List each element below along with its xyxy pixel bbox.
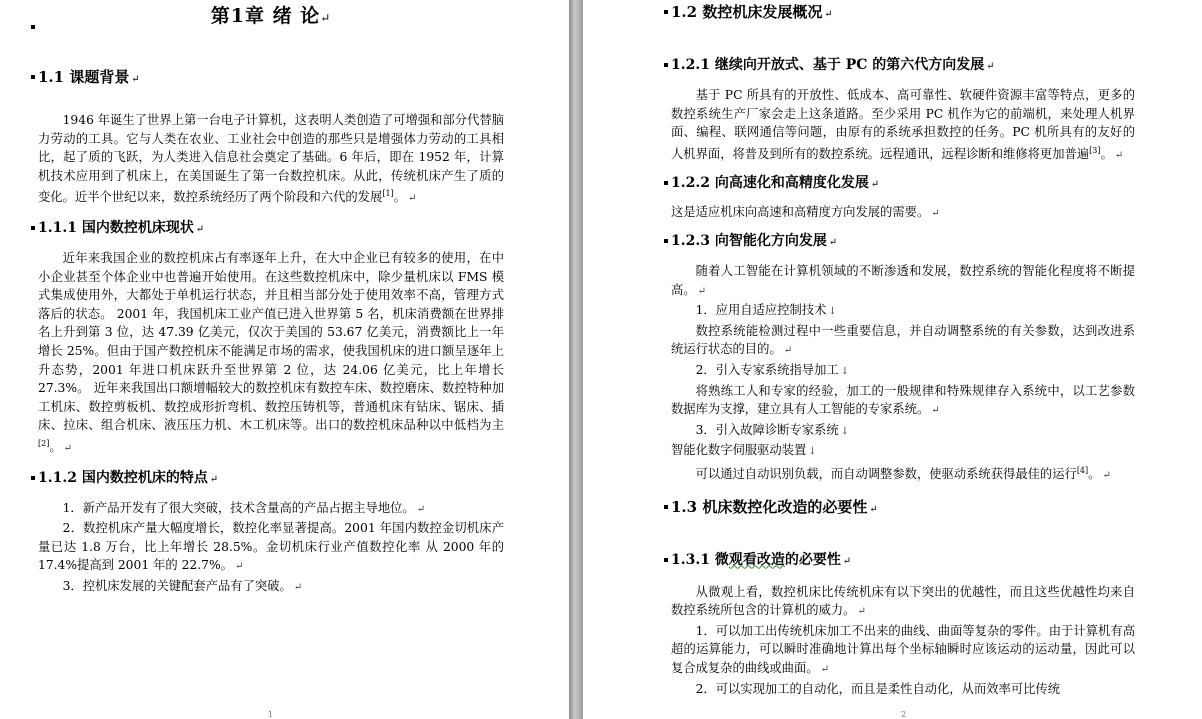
list-item — [38, 499, 504, 520]
paragraph-end: 。 — [1088, 467, 1101, 482]
bullet-mark — [664, 505, 668, 509]
chapter-title — [38, 4, 504, 32]
heading-1-2-3 — [671, 230, 1135, 254]
bullet-mark — [664, 239, 668, 243]
bullet-mark — [664, 63, 668, 67]
heading-text: 1.2.3 向智能化方向发展 — [671, 233, 827, 250]
list-item-text: 2．数控机床产量大幅度增长，数控化率显著提高。2001 年国内数控金切机床产量已达 1.8 万台，比上年增长 28.5%。金切机床行业产值数控化率 从 2000 年的 17.4%提高到 2001 年的 22.7%。 — [38, 521, 504, 573]
bullet-mark — [664, 10, 668, 14]
bullet-mark — [664, 558, 668, 562]
document-page-left — [0, 0, 569, 719]
return-mark-icon: ↓ — [808, 446, 817, 458]
return-mark-icon: ↓ — [840, 366, 850, 378]
list-item-detail — [671, 382, 1135, 421]
return-mark-icon: ↵ — [931, 208, 940, 220]
paragraph-text: 从微观上看，数控机床比传统机床有以下突出的优越性，而且这些优越性均来自数控系统所包含的计算机的威力。 — [671, 584, 1135, 618]
heading-text: 1.2.2 向高速化和高精度化发展 — [671, 175, 869, 192]
return-mark-icon: ↵ — [234, 561, 244, 573]
heading-1-1 — [38, 66, 504, 91]
return-mark-icon: ↵ — [820, 664, 829, 676]
return-mark-icon: ↵ — [931, 405, 940, 417]
paragraph-text: 基于 PC 所具有的开放性、低成本、高可靠性、软硬件资源丰富等特点，更多的数控系统生产厂家会走上这条道路。至少采用 PC 机作为它的前端机，来处理人机界面、编程、联网通信等问题，由原有的系统承担数控的任务。PC 机所具有的友好的人机界面，将普及到所有的数控系统。远程通讯，远程诊断和维修将更加普遍 — [671, 88, 1135, 161]
heading-text: 1.3.1 微 — [671, 551, 729, 568]
paragraph-1-1 — [38, 111, 504, 209]
list-item — [671, 361, 1135, 382]
page-number: 1 — [268, 710, 274, 719]
heading-text: 1.1 课题背景 — [38, 68, 130, 86]
heading-1-1-1 — [38, 217, 504, 241]
return-mark-icon: ↵ — [320, 11, 332, 25]
heading-text: 1.1.2 国内数控机床的特点 — [38, 469, 208, 486]
page-left-content — [38, 0, 504, 598]
heading-1-2-2 — [671, 172, 1135, 196]
paragraph-drive — [671, 462, 1135, 486]
list-item-text: 2．引入专家系统指导加工 — [695, 363, 839, 378]
list-item-text: 1．应用自适应控制技术 — [695, 303, 827, 318]
heading-1-2 — [671, 1, 1135, 26]
citation: [1] — [382, 189, 394, 199]
paragraph-1-2-3 — [671, 262, 1135, 301]
return-mark-icon: ↵ — [63, 443, 73, 455]
heading-1-1-2 — [38, 467, 504, 491]
heading-text: 1.3 机床数控化改造的必要性 — [671, 497, 868, 516]
paragraph-end: 。 — [393, 190, 406, 205]
return-mark-icon: ↵ — [869, 503, 878, 515]
page-separator — [569, 0, 583, 719]
heading-1-2-1 — [671, 54, 1135, 78]
list-item — [38, 577, 504, 598]
paragraph-text: 这是适应机床向高速和高精度方向发展的需要。 — [671, 205, 930, 220]
citation: [3] — [1089, 145, 1101, 155]
chapter-title-text: 第1章 绪 论 — [210, 5, 321, 27]
list-item — [671, 421, 1135, 442]
list-item-text: 3．控机床发展的关键配套产品有了突破。 — [62, 579, 292, 594]
return-mark-icon: ↵ — [195, 224, 205, 236]
return-mark-icon: ↵ — [209, 473, 219, 485]
list-item — [671, 680, 1135, 699]
return-mark-icon: ↵ — [131, 74, 140, 85]
paragraph-mark — [31, 25, 35, 29]
bullet-mark — [31, 75, 35, 79]
heading-text: 1.2 数控机床发展概况 — [671, 3, 823, 21]
heading-text: 1.1.1 国内数控机床现状 — [38, 220, 194, 237]
page-right-content — [671, 0, 1135, 698]
paragraph-text: 近年来我国企业的数控机床占有率逐年上升，在大中企业已有较多的使用，在中小企业甚至个体企业中也普遍开始使用。在这些数控机床中，除少量机床以 FMS 模式集成使用外，大都处于单机运行状态，并且相当部分处于使用效率不高，管理方式落后的状态。 2001 年，我国机床工业产值已进入世界第 5 名，机床消费额在世界排名上升到第 3 位，达 47.39 亿美元，仅次于美国的 53.67 亿美元，消费额比上一年增长 25%。但由于国产数控机床不能满足市场的需求，使我国机床的进口额呈逐年上升态势，2001 年进口机床跃升至世界第 2 位，达 24.06 亿美元，比上年增长 27.3%。 近年来我国出口额增幅较大的数控机床有数控车床、数控磨床、数控特种加工机床、数控剪板机、数控成形折弯机、数控压铸机等，普通机床有钻床、锯床、插床、拉床、组合机床、液压压力机、木工机床等。出口的数控机床品种以中低档为主 — [38, 251, 504, 433]
paragraph-1-2-2 — [671, 203, 1135, 224]
return-mark-icon: ↵ — [842, 555, 852, 567]
document-page-right — [583, 0, 1202, 719]
grammar-flag: 观看改造 — [728, 551, 785, 568]
bullet-mark — [664, 181, 668, 185]
return-mark-icon: ↵ — [293, 582, 303, 594]
paragraph-text: 数控系统能检测过程中一些重要信息，并自动调整系统的有关参数，达到改进系统运行状态的目的。 — [671, 323, 1135, 357]
heading-text: 的必要性 — [784, 551, 841, 568]
list-item-detail — [671, 322, 1135, 361]
list-item — [671, 301, 1135, 322]
return-mark-icon: ↵ — [986, 61, 995, 72]
return-mark-icon: ↓ — [840, 425, 850, 437]
heading-text: 1.2.1 继续向开放式、基于 PC 的第六代方向发展 — [671, 57, 985, 73]
return-mark-icon: ↵ — [828, 237, 838, 249]
return-mark-icon: ↓ — [828, 306, 837, 318]
return-mark-icon: ↵ — [783, 345, 793, 357]
paragraph-end: 。 — [49, 440, 62, 455]
paragraph-text: 1946 年诞生了世界上第一台电子计算机，这表明人类创造了可增强和部分代替脑力劳动的工具。它与人类在农业、工业社会中创造的那些只是增强体力劳动的工具相比，起了质的飞跃，为人类进入信息社会奠定了基础。6 年后，即在 1952 年，计算机技术应用到了机床上，在美国诞生了第一台数控机床。从此，传统机床产生了质的变化。近半个世纪以来，数控系统经历了两个阶段和六代的发展 — [38, 113, 504, 205]
list-item-text: 1．可以加工出传统机床加工不出来的曲线、曲面等复杂的零件。由于计算机有高超的运算能力，可以瞬时准确地计算出每个坐标轴瞬时应该运动的运动量，因此可以复合成复杂的曲线或曲面。 — [671, 623, 1135, 676]
citation: [4] — [1076, 466, 1089, 475]
page-number: 2 — [901, 710, 907, 719]
return-mark-icon: ↵ — [1102, 470, 1111, 482]
return-mark-icon: ↵ — [697, 285, 706, 297]
list-item-text: 2．可以实现加工的自动化，而且是柔性自动化，从而效率可比传统 — [695, 681, 1061, 696]
citation: [2] — [38, 439, 50, 448]
heading-1-3-1 — [671, 549, 1135, 573]
list-item — [671, 622, 1135, 680]
paragraph-text: 随着人工智能在计算机领域的不断渗透和发展，数控系统的智能化程度将不断提高。 — [671, 264, 1135, 297]
return-mark-icon: ↵ — [1114, 149, 1124, 161]
sub-heading-line — [671, 441, 1135, 462]
return-mark-icon: ↵ — [416, 503, 426, 515]
return-mark-icon: ↵ — [407, 193, 417, 205]
paragraph-1-1-1 — [38, 249, 504, 459]
paragraph-1-3-1 — [671, 583, 1135, 622]
paragraph-end: 。 — [1100, 146, 1113, 161]
bullet-mark — [31, 226, 35, 230]
paragraph-text: 将熟练工人和专家的经验，加工的一般规律和特殊规律存入系统中，以工艺参数数据库为支撑，建立具有人工智能的专家系统。 — [671, 383, 1135, 417]
heading-1-3 — [671, 496, 1135, 521]
paragraph-1-2-1 — [671, 86, 1135, 165]
paragraph-text: 智能化数字伺服驱动装置 — [671, 443, 807, 458]
list-item-text: 1．新产品开发有了很大突破，技术含量高的产品占据主导地位。 — [62, 500, 415, 515]
list-item — [38, 519, 504, 577]
bullet-mark — [31, 476, 35, 480]
return-mark-icon: ↵ — [857, 606, 866, 618]
return-mark-icon: ↵ — [870, 179, 880, 191]
list-item-text: 3．引入故障诊断专家系统 — [695, 422, 839, 437]
return-mark-icon: ↵ — [824, 9, 833, 20]
paragraph-text: 可以通过自动识别负载，而自动调整参数，使驱动系统获得最佳的运行 — [695, 467, 1077, 482]
